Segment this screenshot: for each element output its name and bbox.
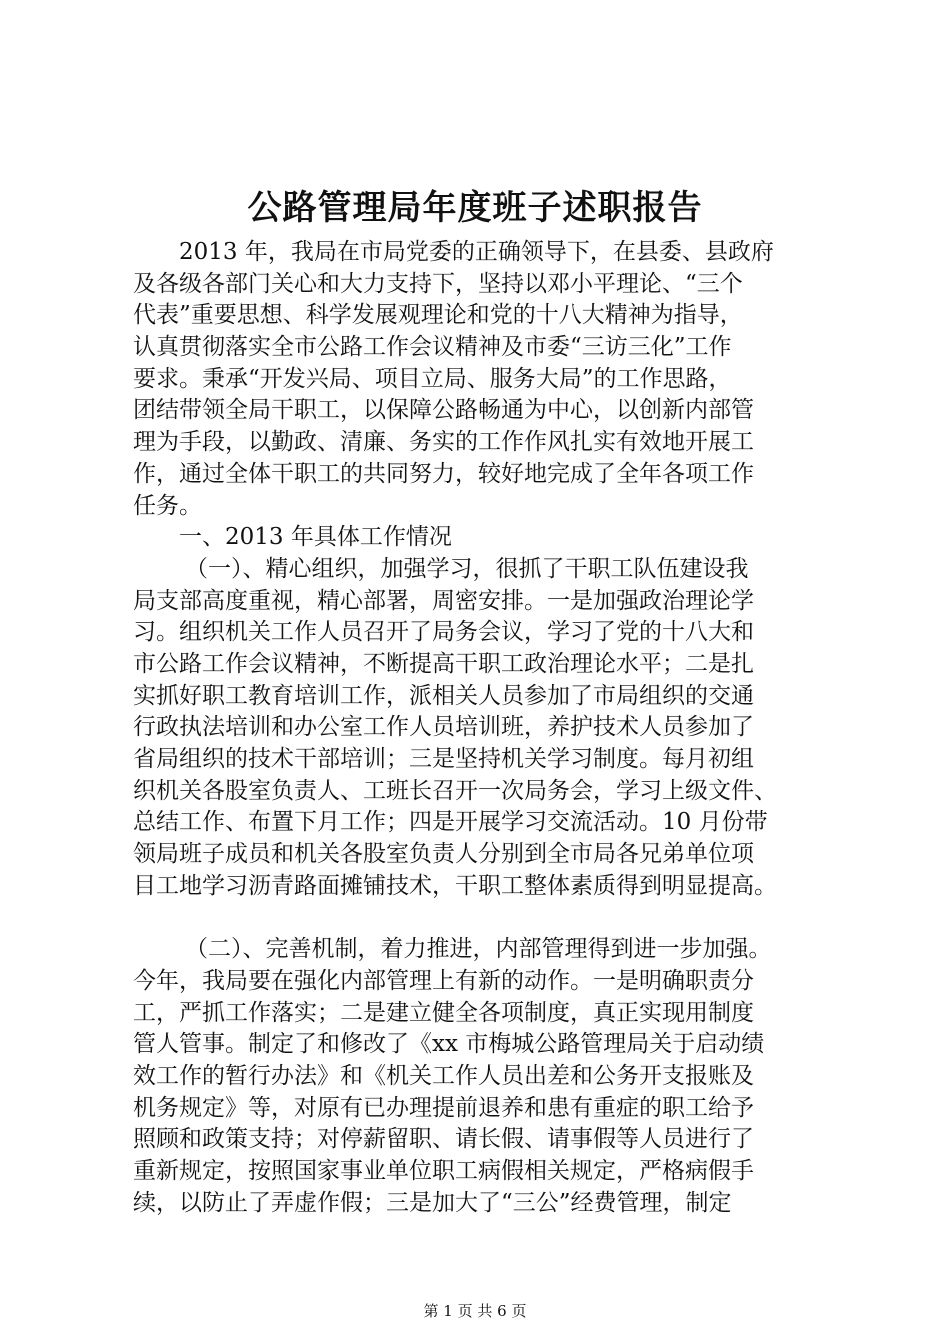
text-line: 作，通过全体干职工的共同努力，较好地完成了全年各项工作 [133,460,754,487]
text-line: 要求。秉承“开发兴局、项目立局、服务大局”的工作思路， [133,365,732,392]
text-line: 总结工作、布置下月工作；四是开展学习交流活动。10 月份带 [133,809,768,836]
text-line: 行政执法培训和办公室工作人员培训班，养护技术人员参加了 [133,714,754,741]
text-line: 任务。 [133,492,202,519]
text-line: 省局组织的技术干部培训；三是坚持机关学习制度。每月初组 [133,746,754,772]
paragraph-gap [133,902,833,934]
text-line: （一）、精心组织，加强学习，很抓了干职工队伍建设我 [185,555,749,582]
section-heading: 一、2013 年具体工作情况 [179,524,452,551]
text-line: 续，以防止了弄虚作假；三是加大了“三公”经费管理，制定 [133,1189,732,1216]
paragraph-intro [133,237,833,522]
text-line: 今年，我局要在强化内部管理上有新的动作。一是明确职责分 [133,967,754,994]
text-line: （二）、完善机制，着力推进，内部管理得到进一步加强。 [185,936,772,963]
page-footer: 第 1 页 共 6 页 [423,1302,527,1320]
text-line: 习。组织机关工作人员召开了局务会议，学习了党的十八大和 [133,619,754,646]
text-line: 工，严抓工作落实；二是建立健全各项制度，真正实现用制度 [133,999,754,1026]
text-line: 目工地学习沥青路面摊铺技术，干职工整体素质得到明显提高。 [133,872,777,899]
text-line: 实抓好职工教育培训工作，派相关人员参加了市局组织的交通 [133,682,754,709]
text-line: 认真贯彻落实全市公路工作会议精神及市委“三访三化”工作 [133,334,732,361]
text-line: 市公路工作会议精神，不断提高干职工政治理论水平；二是扎 [133,650,754,677]
text-line: 效工作的暂行办法》和《机关工作人员出差和公务开支报账及 [133,1062,754,1089]
text-line: 团结带领全局干职工，以保障公路畅通为中心，以创新内部管 [133,397,754,424]
text-line: 重新规定，按照国家事业单位职工病假相关规定，严格病假手 [133,1157,754,1184]
text-line: 机务规定》等，对原有已办理提前退养和患有重症的职工给予 [133,1094,754,1121]
text-line: 2013 年，我局在市局党委的正确领导下，在县委、县政府 [179,239,774,265]
text-line: 代表”重要思想、科学发展观理论和党的十八大精神为指导， [133,302,743,329]
text-line: 织机关各股室负责人、工班长召开一次局务会，学习上级文件、 [133,777,777,804]
text-line: 局支部高度重视，精心部署，周密安排。一是加强政治理论学 [133,587,754,614]
text-line: 领局班子成员和机关各股室负责人分别到全市局各兄弟单位项 [133,841,754,868]
text-line: 及各级各部门关心和大力支持下，坚持以邓小平理论、“三个 [133,270,743,297]
text-line: 照顾和政策支持；对停薪留职、请长假、请事假等人员进行了 [133,1126,754,1153]
text-line: 管人管事。制定了和修改了《xx 市梅城公路管理局关于启动绩 [133,1031,765,1058]
document-body [133,237,833,1219]
paragraph-section-2 [133,934,833,1219]
text-line: 理为手段，以勤政、清廉、务实的工作作风扎实有效地开展工 [133,429,754,456]
document-title: 公路管理局年度班子述职报告 [247,188,703,228]
paragraph-section-1 [133,554,833,903]
